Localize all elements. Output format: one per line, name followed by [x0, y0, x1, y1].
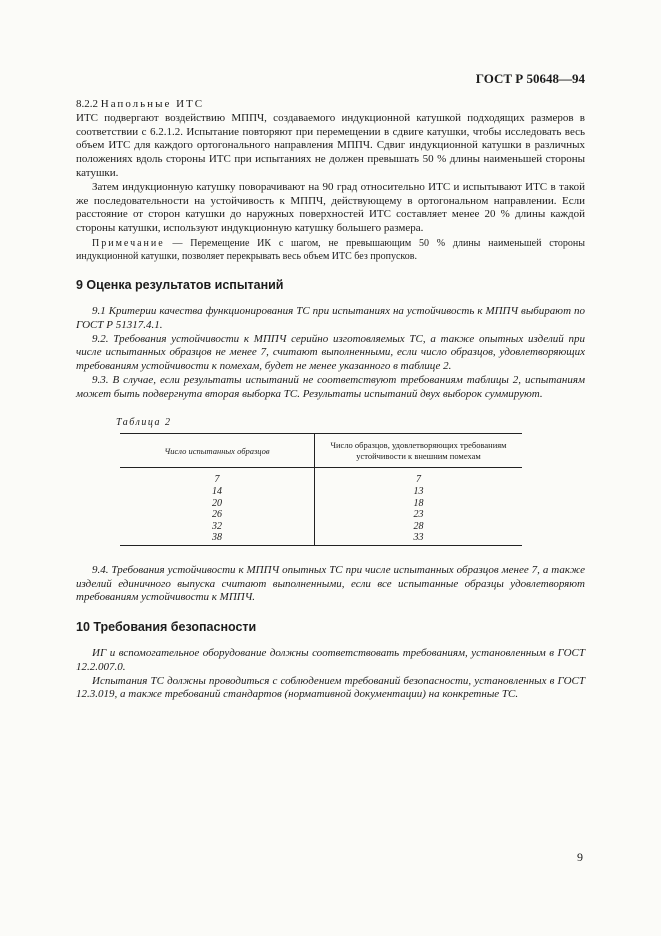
subsection-number: 8.2.2: [76, 98, 98, 110]
table-cell-passing: 28: [413, 520, 424, 532]
table-cell-tested: 32: [120, 521, 315, 533]
table-cell-passing: 18: [413, 497, 424, 509]
table-row: [120, 468, 522, 486]
table-cell-passing: 13: [413, 485, 424, 497]
table-cell-tested: 7: [120, 468, 315, 486]
table-cell-passing: 7: [416, 474, 421, 486]
paragraph-9-2: 9.2. Требования устойчивости к МППЧ серийно изготовляемых ТС, а также опытных изделий при числе испытанных образцов не менее 7, считают выполненными, если число образцов, удовлетворяющих требованиям устойчивости к помехам, будет не менее указанного в таблице 2.: [76, 332, 585, 373]
table-2: [120, 433, 522, 546]
paragraph-9-4: 9.4. Требования устойчивости к МППЧ опытных ТС при числе испытанных образцов менее 7, а также изделий единичного выпуска считают выполненными, если все испытанные образцы удовлетворяют требованиям устойчивости к МППЧ.: [76, 563, 585, 604]
section-heading-10: 10 Требования безопасности: [76, 620, 257, 635]
table-cell-passing: 23: [413, 509, 424, 521]
paragraph-10-1: ИГ и вспомогательное оборудование должны соответствовать требованиям, установленным в ГОСТ 12.2.007.0.: [76, 647, 585, 673]
table-row: [120, 486, 522, 498]
table-header-samples-passing: Число образцов, удовлетворяющих требованиям устойчивости к внешним помехам: [315, 434, 523, 468]
table-row: [120, 498, 522, 510]
table-header-samples-tested: Число испытанных образцов: [120, 434, 315, 468]
document-header: ГОСТ Р 50648—94: [475, 71, 585, 86]
paragraph-10-2: Испытания ТС должны проводиться с соблюдением требований безопасности, установленных в ГОСТ 12.3.019, а также требований стандартов (нормативной документации) на конкретные ТС.: [76, 674, 585, 701]
table-cell-tested: 26: [120, 509, 315, 521]
table-cell-passing: 33: [315, 532, 523, 545]
subsection-title: Напольные ИТС: [100, 98, 205, 110]
table-header-row: [120, 434, 522, 468]
table-caption: Таблица 2: [116, 416, 172, 428]
table-row: [120, 532, 522, 545]
section-heading-9: 9 Оценка результатов испытаний: [76, 278, 284, 293]
paragraph-9-3: 9.3. В случае, если результаты испытаний не соответствуют требованиям таблицы 2, испытаниям может быть подвергнута вторая выборка ТС. Результаты испытаний двух выборок суммируют.: [76, 373, 585, 400]
table-cell-tested: 14: [120, 486, 315, 498]
paragraph-9-1: 9.1 Критерии качества функционирования ТС при испытаниях на устойчивость к МППЧ выбирают по ГОСТ Р 51317.4.1.: [76, 304, 585, 331]
table-row: [120, 521, 522, 533]
table-row: [120, 509, 522, 521]
note: [76, 238, 585, 263]
page-number: 9: [577, 850, 583, 864]
document-body: [76, 98, 585, 702]
subsection-heading-8-2-2: [76, 98, 585, 112]
note-text: — Перемещение ИК с шагом, не превышающим 50 % длины наименьшей стороны индукционной катушки, позволяет перекрывать весь объем ИТС без пропусков.: [76, 237, 585, 262]
note-label: Примечание: [92, 237, 165, 249]
paragraph-8-2-2-2: Затем индукционную катушку поворачивают на 90 град относительно ИТС и испытывают ИТС в такой же последовательности на устойчивость к МППЧ, действующему в ортогональном направлении. Если расстояние от сторон катушки до наружных поверхностей ИТС составляет менее 20 % длины каждой стороны катушки, используют индукционную катушку большего размера.: [76, 180, 585, 235]
table-cell-tested: 20: [120, 498, 315, 510]
paragraph-8-2-2-1: ИТС подвергают воздействию МППЧ, создаваемого индукционной катушкой подходящих размеров в соответствии с 6.2.1.2. Испытание повторяют при перемещении в сдвиге катушки, чтобы исследовать весь объем ИТС для каждого ортогонального направления МППЧ. Сдвиг индукционной катушки в различных положениях вдоль стороны ИТС при испытаниях не должен превышать 50 % длины наименьшей стороны катушки.: [76, 111, 585, 179]
table-cell-tested: 38: [120, 532, 315, 545]
